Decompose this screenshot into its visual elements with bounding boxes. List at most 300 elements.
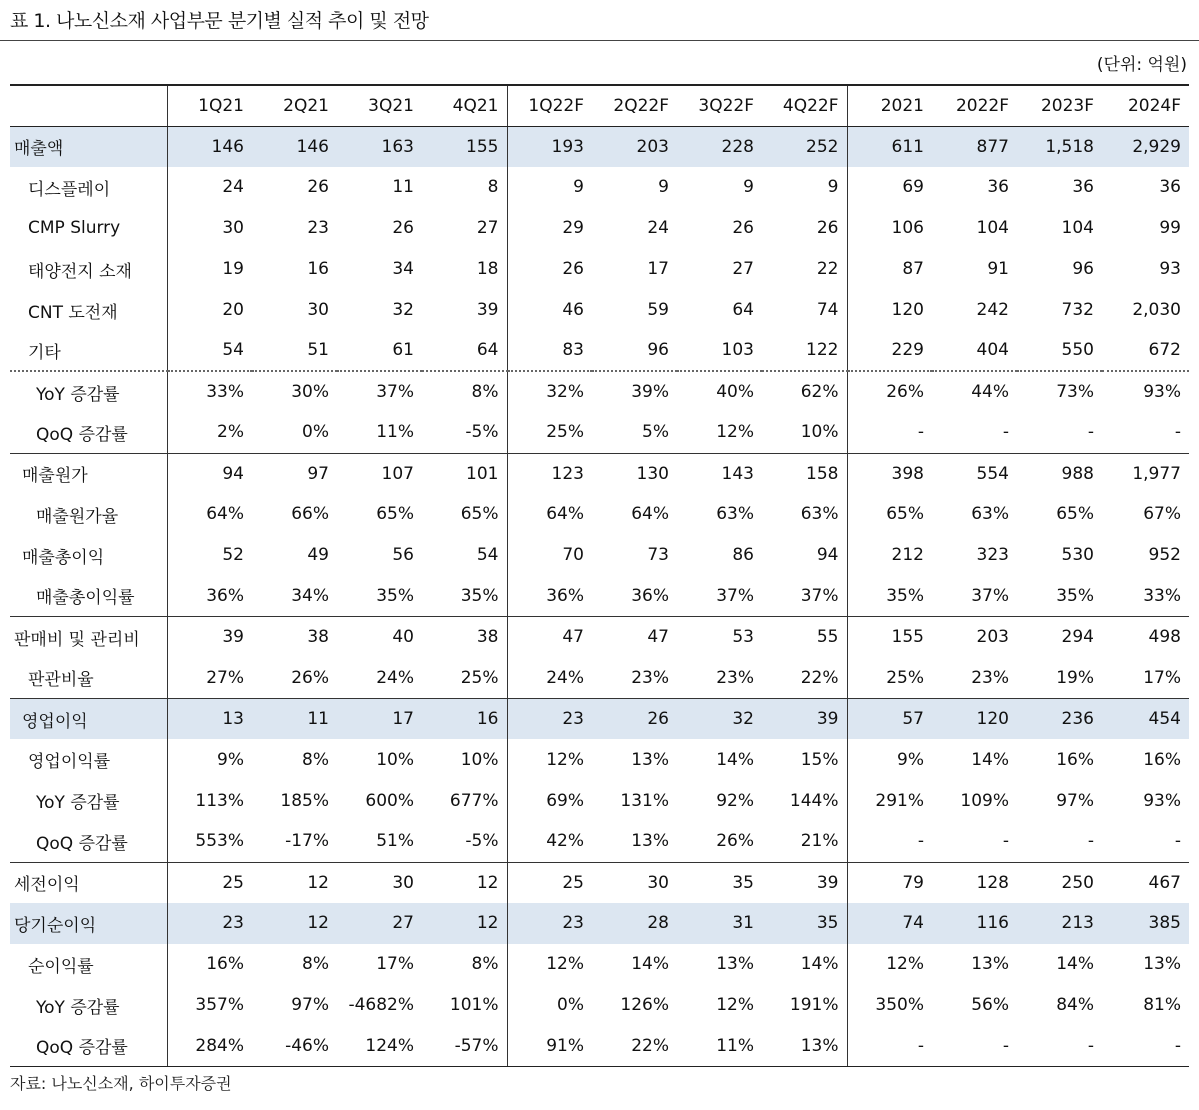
- table-cell: -: [1174, 422, 1181, 443]
- table-cell: -: [1087, 422, 1094, 443]
- table-cell: 10%: [762, 412, 847, 453]
- header-label-cell: [10, 85, 167, 126]
- table-cell: 26: [732, 218, 754, 239]
- table-cell: 120: [891, 300, 924, 320]
- table-cell: 69: [902, 177, 924, 198]
- table-cell: 53: [677, 617, 762, 658]
- table-cell: 73: [647, 545, 669, 566]
- table-cell: 25%: [546, 422, 584, 443]
- table-cell: 1,977: [1102, 453, 1189, 494]
- table-cell: -: [1002, 831, 1009, 852]
- table-cell: 18: [422, 249, 507, 290]
- table-cell: 66%: [291, 504, 329, 525]
- table-cell: 42%: [546, 831, 584, 852]
- table-cell: 34: [392, 259, 414, 280]
- table-cell: 212: [891, 545, 924, 566]
- table-cell: 28: [592, 903, 677, 944]
- table-cell: 87: [902, 259, 924, 280]
- row-label: 디스플레이: [10, 167, 167, 208]
- table-cell: 5%: [642, 422, 669, 443]
- table-cell: 203: [932, 617, 1017, 658]
- column-header: 2Q22F: [592, 85, 677, 126]
- table-cell: -: [1102, 1026, 1189, 1067]
- table-row: [10, 658, 1189, 699]
- table-cell: 9: [573, 177, 584, 198]
- table-cell: 36: [987, 177, 1009, 198]
- table-cell: 131%: [620, 790, 669, 811]
- table-cell: 252: [762, 126, 847, 167]
- table-cell: 17: [647, 259, 669, 280]
- table-row: [10, 821, 1189, 862]
- table-cell: 35%: [376, 585, 414, 606]
- table-cell: 94: [762, 535, 847, 576]
- table-row: [10, 576, 1189, 617]
- table-cell: 123: [507, 453, 592, 494]
- table-cell: 12%: [716, 995, 754, 1016]
- row-label: 판매비 및 관리비: [10, 617, 167, 658]
- table-cell: 46: [562, 300, 584, 320]
- table-cell: 193: [507, 126, 592, 167]
- table-cell: 96: [647, 340, 669, 361]
- table-cell: 284%: [167, 1026, 252, 1067]
- table-cell: 35%: [422, 576, 507, 617]
- table-cell: 600%: [365, 790, 414, 811]
- row-label: 매출총이익: [10, 535, 167, 576]
- table-cell: 12: [422, 903, 507, 944]
- table-cell: 26: [307, 177, 329, 198]
- table-cell: -: [917, 422, 924, 443]
- table-cell: 101: [422, 453, 507, 494]
- table-cell: 128: [932, 862, 1017, 903]
- table-cell: 107: [337, 453, 422, 494]
- column-header: 3Q21: [337, 85, 422, 126]
- table-cell: 467: [1102, 862, 1189, 903]
- table-cell: 27%: [206, 667, 244, 688]
- table-cell: 14%: [1056, 954, 1094, 975]
- column-header: 1Q21: [167, 85, 252, 126]
- row-label: 순이익률: [10, 944, 167, 985]
- table-cell: 33%: [167, 371, 252, 412]
- table-cell: 59: [647, 300, 669, 320]
- column-header: 2022F: [932, 85, 1017, 126]
- table-cell: -5%: [422, 412, 507, 453]
- table-cell: 63%: [762, 494, 847, 535]
- table-cell: 38: [422, 617, 507, 658]
- table-cell: 69%: [546, 790, 584, 811]
- table-cell: 8%: [302, 749, 329, 770]
- column-header: 4Q22F: [762, 85, 847, 126]
- table-cell: 19: [222, 259, 244, 280]
- table-cell: 24%: [546, 667, 584, 688]
- table-cell: 32: [677, 698, 762, 739]
- table-cell: 30: [307, 300, 329, 320]
- table-row: [10, 126, 1189, 167]
- table-cell: 14%: [762, 944, 847, 985]
- table-cell: 32: [392, 300, 414, 320]
- table-cell: 36%: [206, 585, 244, 606]
- table-cell: 24: [222, 177, 244, 198]
- table-cell: 155: [422, 126, 507, 167]
- table-cell: 47: [592, 617, 677, 658]
- table-cell: -57%: [422, 1026, 507, 1067]
- table-cell: 12%: [886, 954, 924, 975]
- table-cell: 877: [932, 126, 1017, 167]
- table-cell: 144%: [762, 780, 847, 821]
- table-cell: 12: [252, 862, 337, 903]
- table-cell: 27: [337, 903, 422, 944]
- table-cell: 30: [337, 862, 422, 903]
- table-cell: 323: [976, 545, 1009, 566]
- table-cell: 530: [1061, 545, 1094, 566]
- table-cell: 12%: [546, 749, 584, 770]
- source-note: 자료: 나노신소재, 하이투자증권: [10, 1074, 232, 1093]
- table-cell: 16%: [1056, 749, 1094, 770]
- table-row: [10, 535, 1189, 576]
- table-cell: 40: [337, 617, 422, 658]
- table-cell: 106: [891, 218, 924, 239]
- table-row: [10, 208, 1189, 249]
- row-label: 당기순이익: [10, 903, 167, 944]
- table-cell: 30: [592, 862, 677, 903]
- table-cell: 0%: [302, 422, 329, 443]
- table-cell: 30%: [252, 371, 337, 412]
- table-cell: 122: [762, 330, 847, 371]
- table-cell: 2%: [217, 422, 244, 443]
- table-cell: 36: [1072, 177, 1094, 198]
- table-cell: 32%: [507, 371, 592, 412]
- table-cell: 26%: [716, 831, 754, 852]
- table-cell: 250: [1017, 862, 1102, 903]
- row-label: 세전이익: [10, 862, 167, 903]
- column-header: 2023F: [1017, 85, 1102, 126]
- table-cell: 39: [422, 290, 507, 331]
- table-cell: 37%: [337, 371, 422, 412]
- table-cell: 16%: [1143, 749, 1181, 770]
- row-label: 매출원가율: [10, 494, 167, 535]
- table-cell: 35: [762, 903, 847, 944]
- table-cell: 242: [976, 300, 1009, 320]
- table-cell: 61: [392, 340, 414, 361]
- table-cell: 22: [762, 249, 847, 290]
- table-cell: 23%: [971, 667, 1009, 688]
- table-cell: 228: [677, 126, 762, 167]
- row-label: QoQ 증감률: [10, 821, 167, 862]
- table-cell: 96: [1072, 259, 1094, 280]
- table-cell: 33%: [1143, 585, 1181, 606]
- table-cell: 38: [252, 617, 337, 658]
- table-row: [10, 249, 1189, 290]
- column-header: 2Q21: [252, 85, 337, 126]
- table-cell: 26%: [291, 667, 329, 688]
- table-cell: 357%: [195, 995, 244, 1016]
- table-cell: 55: [762, 617, 847, 658]
- table-cell: 103: [721, 340, 754, 361]
- row-label: 매출총이익률: [10, 576, 167, 617]
- table-cell: 1,518: [1017, 126, 1102, 167]
- table-cell: 97%: [291, 995, 329, 1016]
- table-cell: -: [1174, 831, 1181, 852]
- table-cell: 10%: [376, 749, 414, 770]
- row-label: QoQ 증감률: [10, 1026, 167, 1067]
- table-cell: 554: [932, 453, 1017, 494]
- table-row: [10, 1026, 1189, 1067]
- unit-label: (단위: 억원): [1096, 55, 1187, 75]
- table-cell: 39: [167, 617, 252, 658]
- row-label: YoY 증감률: [10, 780, 167, 821]
- table-cell: 84%: [1056, 995, 1094, 1016]
- table-cell: 64: [732, 300, 754, 320]
- table-cell: 126%: [620, 995, 669, 1016]
- table-row: [10, 944, 1189, 985]
- table-cell: -: [1002, 422, 1009, 443]
- financial-table: [10, 84, 1189, 1067]
- table-cell: 39: [762, 862, 847, 903]
- table-cell: 35%: [1056, 585, 1094, 606]
- table-cell: 97: [252, 453, 337, 494]
- table-cell: 13%: [762, 1026, 847, 1067]
- table-row: [10, 494, 1189, 535]
- table-cell: 385: [1102, 903, 1189, 944]
- table-cell: 54: [222, 340, 244, 361]
- table-cell: 2,929: [1102, 126, 1189, 167]
- table-cell: 40%: [677, 371, 762, 412]
- table-cell: 0%: [557, 995, 584, 1016]
- table-cell: 12%: [716, 422, 754, 443]
- table-cell: 93: [1159, 259, 1181, 280]
- table-cell: 550: [1061, 340, 1094, 361]
- table-cell: 27: [732, 259, 754, 280]
- column-header: 4Q21: [422, 85, 507, 126]
- column-header: 3Q22F: [677, 85, 762, 126]
- table-row: [10, 780, 1189, 821]
- table-cell: 74: [762, 290, 847, 331]
- table-cell: 36%: [631, 585, 669, 606]
- table-cell: 11: [252, 698, 337, 739]
- table-cell: 24: [647, 218, 669, 239]
- table-cell: -: [1087, 831, 1094, 852]
- table-cell: 93%: [1143, 790, 1181, 811]
- table-cell: 65%: [376, 504, 414, 525]
- column-header: 2024F: [1102, 85, 1189, 126]
- table-cell: 23: [507, 903, 592, 944]
- table-cell: 9: [762, 167, 847, 208]
- table-cell: 36: [1159, 177, 1181, 198]
- table-row: [10, 453, 1189, 494]
- table-cell: 2,030: [1132, 300, 1181, 320]
- table-cell: 91%: [507, 1026, 592, 1067]
- table-cell: 31: [677, 903, 762, 944]
- table-cell: 672: [1148, 340, 1181, 361]
- row-label: 영업이익률: [10, 739, 167, 780]
- table-cell: 8%: [302, 954, 329, 975]
- table-cell: 291%: [875, 790, 924, 811]
- row-label: 영업이익: [10, 698, 167, 739]
- table-cell: 350%: [875, 995, 924, 1016]
- table-cell: 30: [222, 218, 244, 239]
- table-cell: 54: [422, 535, 507, 576]
- table-row: [10, 617, 1189, 658]
- table-cell: 67%: [1143, 504, 1181, 525]
- table-cell: 13%: [631, 831, 669, 852]
- table-cell: 9: [658, 177, 669, 198]
- table-cell: 26: [392, 218, 414, 239]
- table-cell: 20: [222, 300, 244, 320]
- table-cell: 23: [167, 903, 252, 944]
- table-cell: 97%: [1056, 790, 1094, 811]
- table-cell: 64%: [546, 504, 584, 525]
- table-cell: 13%: [716, 954, 754, 975]
- table-cell: 12: [422, 862, 507, 903]
- row-label: YoY 증감률: [10, 985, 167, 1026]
- row-label: 태양전지 소재: [10, 249, 167, 290]
- table-cell: 16%: [206, 954, 244, 975]
- table-cell: 24%: [376, 667, 414, 688]
- table-row: [10, 290, 1189, 331]
- table-title: 표 1. 나노신소재 사업부문 분기별 실적 추이 및 전망: [10, 10, 429, 32]
- table-cell: 15%: [762, 739, 847, 780]
- table-cell: 120: [932, 698, 1017, 739]
- table-cell: 25: [167, 862, 252, 903]
- table-cell: 113%: [195, 790, 244, 811]
- table-cell: 11: [392, 177, 414, 198]
- table-cell: 146: [167, 126, 252, 167]
- table-cell: 146: [252, 126, 337, 167]
- table-cell: 185%: [280, 790, 329, 811]
- table-cell: 16: [422, 698, 507, 739]
- table-cell: 56: [392, 545, 414, 566]
- table-cell: 9%: [897, 749, 924, 770]
- table-cell: 19%: [1056, 667, 1094, 688]
- table-cell: 70: [562, 545, 584, 566]
- table-cell: 17: [337, 698, 422, 739]
- table-cell: 64%: [206, 504, 244, 525]
- table-cell: 23: [507, 698, 592, 739]
- table-cell: 35: [677, 862, 762, 903]
- table-cell: 104: [976, 218, 1009, 239]
- table-cell: 12: [252, 903, 337, 944]
- table-cell: 8%: [422, 944, 507, 985]
- table-cell: 62%: [762, 371, 847, 412]
- table-cell: 35%: [886, 585, 924, 606]
- table-row: [10, 412, 1189, 453]
- table-cell: 29: [562, 218, 584, 239]
- table-cell: 952: [1148, 545, 1181, 566]
- table-cell: -46%: [252, 1026, 337, 1067]
- table-cell: 158: [762, 453, 847, 494]
- table-cell: 12%: [546, 954, 584, 975]
- row-label: CNT 도전재: [10, 290, 167, 331]
- table-cell: 677%: [422, 780, 507, 821]
- table-cell: 11%: [677, 1026, 762, 1067]
- table-cell: 13%: [971, 954, 1009, 975]
- title-divider: [0, 40, 1199, 41]
- table-cell: 49: [307, 545, 329, 566]
- table-cell: -: [1017, 1026, 1102, 1067]
- table-cell: 236: [1017, 698, 1102, 739]
- table-cell: 73%: [1017, 371, 1102, 412]
- table-cell: -17%: [285, 831, 329, 852]
- table-cell: 294: [1017, 617, 1102, 658]
- table-cell: 21%: [762, 821, 847, 862]
- table-cell: 454: [1102, 698, 1189, 739]
- table-cell: -: [847, 1026, 932, 1067]
- table-cell: 51: [307, 340, 329, 361]
- table-cell: 109%: [960, 790, 1009, 811]
- table-cell: 26%: [847, 371, 932, 412]
- table-cell: 64: [422, 330, 507, 371]
- table-cell: 26: [562, 259, 584, 280]
- table-cell: 47: [507, 617, 592, 658]
- table-cell: 86: [732, 545, 754, 566]
- table-cell: 10%: [422, 739, 507, 780]
- table-cell: 398: [847, 453, 932, 494]
- row-label: QoQ 증감률: [10, 412, 167, 453]
- table-cell: 163: [337, 126, 422, 167]
- table-cell: 611: [847, 126, 932, 167]
- column-header: 1Q22F: [507, 85, 592, 126]
- row-label: CMP Slurry: [10, 208, 167, 249]
- row-label: 판관비율: [10, 658, 167, 699]
- table-cell: 83: [562, 340, 584, 361]
- table-cell: 553%: [195, 831, 244, 852]
- table-cell: 23: [307, 218, 329, 239]
- table-cell: 92%: [716, 790, 754, 811]
- table-cell: 130: [592, 453, 677, 494]
- table-cell: 93%: [1102, 371, 1189, 412]
- table-cell: 57: [847, 698, 932, 739]
- table-cell: 13%: [1143, 954, 1181, 975]
- table-cell: 14%: [971, 749, 1009, 770]
- table-cell: 155: [847, 617, 932, 658]
- table-cell: 37%: [762, 576, 847, 617]
- table-cell: 52: [222, 545, 244, 566]
- table-cell: 64%: [631, 504, 669, 525]
- table-cell: -: [917, 831, 924, 852]
- table-cell: 39%: [592, 371, 677, 412]
- table-cell: 65%: [422, 494, 507, 535]
- table-cell: -4682%: [348, 995, 414, 1016]
- table-cell: 22%: [762, 658, 847, 699]
- table-row: [10, 862, 1189, 903]
- table-row: [10, 739, 1189, 780]
- table-cell: 229: [891, 340, 924, 361]
- table-cell: 26: [762, 208, 847, 249]
- table-cell: 63%: [716, 504, 754, 525]
- table-cell: 27: [422, 208, 507, 249]
- table-cell: 732: [1061, 300, 1094, 320]
- table-cell: 9%: [217, 749, 244, 770]
- table-cell: 81%: [1143, 995, 1181, 1016]
- table-row: [10, 903, 1189, 944]
- table-cell: 26: [592, 698, 677, 739]
- table-cell: 36%: [546, 585, 584, 606]
- row-label: YoY 증감률: [10, 371, 167, 412]
- table-cell: -5%: [422, 821, 507, 862]
- table-cell: 51%: [376, 831, 414, 852]
- table-cell: 25%: [886, 667, 924, 688]
- table-cell: 17%: [376, 954, 414, 975]
- table-cell: 8: [422, 167, 507, 208]
- table-cell: 498: [1102, 617, 1189, 658]
- table-cell: 34%: [291, 585, 329, 606]
- table-cell: 25: [507, 862, 592, 903]
- table-cell: 8%: [422, 371, 507, 412]
- table-cell: 39: [762, 698, 847, 739]
- table-cell: -: [932, 1026, 1017, 1067]
- table-cell: 9: [743, 177, 754, 198]
- table-cell: 63%: [971, 504, 1009, 525]
- table-cell: 65%: [886, 504, 924, 525]
